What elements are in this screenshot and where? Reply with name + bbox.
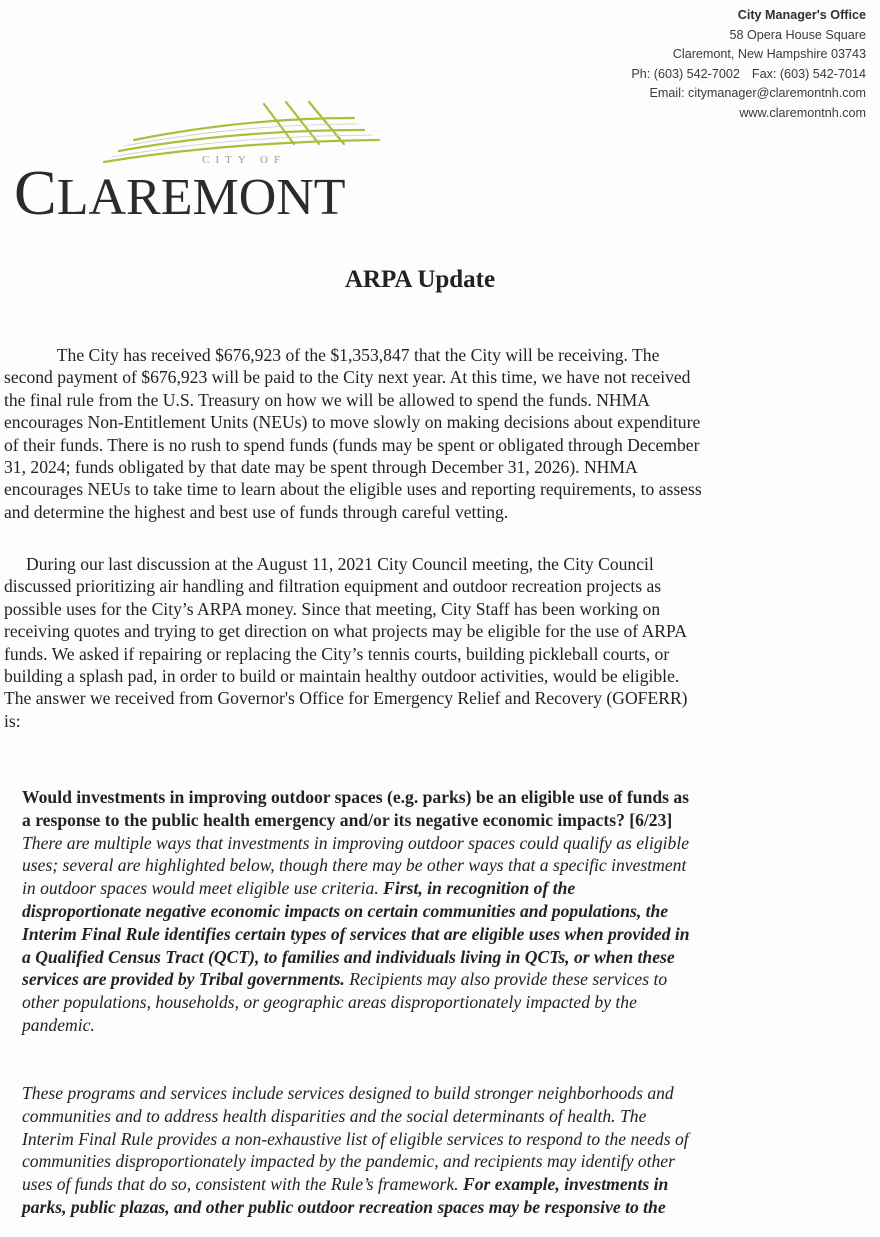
text-line: of their funds. There is no rush to spend funds (funds may be spent or obligated through December [4, 434, 700, 455]
office-name: City Manager's Office [737, 8, 866, 22]
quote-emphasis-segment: services are provided by Tribal governments. [22, 969, 345, 990]
text-line: building a splash pad, in order to build or maintain healthy outdoor activities, would be eligible. [4, 666, 680, 687]
quote-text-line: These programs and services include services designed to build stronger neighborhoods and [22, 1083, 674, 1103]
logo-wordmark-rest: LAREMONT [56, 169, 346, 226]
quote-emphasis-segment: First, in recognition of the [383, 878, 576, 899]
address-line-1: 58 Opera House Square [729, 27, 866, 42]
text-line: 31, 2024; funds obligated by that date may be spent through December 31, 2026). NHMA [4, 457, 638, 478]
quote-text-line: other populations, households, or geographic areas disproportionately impacted by the [22, 992, 637, 1013]
text-line: possible uses for the City’s ARPA money. Since that meeting, City Staff has been working on [4, 598, 661, 619]
text-line: During our last discussion at the August 11, 2021 City Council meeting, the City Council [4, 554, 654, 574]
quote-text-line: Interim Final Rule provides a non-exhaustive list of eligible services to respond to the needs of [22, 1128, 689, 1149]
text-line: the final rule from the U.S. Treasury on how we will be allowed to spend the funds. NHMA [4, 389, 650, 410]
address-line-2: Claremont, New Hampshire 03743 [672, 47, 866, 61]
quote-emphasis-segment: For example, investments in [462, 1174, 669, 1195]
website-url: www.claremontnh.com [739, 105, 866, 120]
logo-city-of: CITY OF [202, 154, 287, 166]
quote-text-line [22, 968, 872, 991]
text-line: encourages NEUs to take time to learn about the eligible uses and reporting requirements, to assess [4, 479, 702, 500]
city-logo [14, 96, 414, 228]
quote-emphasis-line: a Qualified Census Tract (QCT), to families and individuals living in QCTs, or when these [22, 946, 675, 967]
text-line: is: [4, 710, 21, 731]
quote-emphasis-line: parks, public plazas, and other public outdoor recreation spaces may be responsive to the [22, 1196, 666, 1217]
quote-text-line: There are multiple ways that investments in improving outdoor spaces could qualify as eligible [22, 832, 690, 853]
quote-text-segment: uses of funds that do so, consistent with the Rule’s framework. [22, 1174, 463, 1195]
quote-text-line [22, 877, 872, 900]
quote-question-line: a response to the public health emergency and/or its negative economic impacts? [6/23] [22, 809, 673, 830]
quote-text-segment: in outdoor spaces would meet eligible use criteria. [22, 878, 384, 899]
quote-text-line: uses; several are highlighted below, though there may be other ways that a specific investment [22, 855, 687, 876]
goferr-answer-quote [22, 786, 872, 1037]
text-line: funds. We asked if repairing or replacing the City’s tennis courts, building pickleball courts, or [4, 643, 670, 664]
quote-text-line [22, 1173, 872, 1196]
fax-number: Fax: (603) 542-7014 [751, 66, 866, 81]
quote-emphasis-line: disproportionate negative economic impacts on certain communities and populations, the [22, 900, 669, 921]
paragraph-council-discussion [4, 553, 874, 732]
phone-fax-line [631, 65, 866, 85]
text-line: receiving quotes and trying to get direction on what projects may be eligible for the use of ARPA [4, 621, 687, 642]
quote-text-line: pandemic. [22, 1014, 95, 1035]
quote-text-line: communities and to address health disparities and the social determinants of health. The [22, 1105, 647, 1126]
text-line: and determine the highest and best use of funds through careful vetting. [4, 501, 509, 522]
letterhead-contact [631, 6, 866, 123]
logo-wordmark-initial: C [14, 157, 57, 228]
text-line: encourages Non-Entitlement Units (NEUs) to move slowly on making decisions about expenditure [4, 412, 701, 433]
quote-question-line: Would investments in improving outdoor spaces (e.g. parks) be an eligible use of funds as [22, 787, 690, 807]
text-line: discussed prioritizing air handling and filtration equipment and outdoor recreation projects as [4, 576, 662, 597]
phone-number: Ph: (603) 542-7002 [631, 66, 740, 81]
email-address: Email: citymanager@claremontnh.com [649, 86, 866, 100]
quote-text-line: communities disproportionately impacted by the pandemic, and recipients may identify other [22, 1151, 675, 1172]
text-line: second payment of $676,923 will be paid to the City next year. At this time, we have not received [4, 367, 691, 388]
paragraph-funding-status [4, 344, 874, 523]
text-line: The answer we received from Governor's Office for Emergency Relief and Recovery (GOFERR) [4, 688, 688, 709]
goferr-answer-quote-continued [22, 1082, 872, 1219]
quote-emphasis-line: Interim Final Rule identifies certain types of services that are eligible uses when provided in [22, 923, 690, 944]
document-title: ARPA Update [344, 266, 496, 293]
text-line: The City has received $676,923 of the $1,353,847 that the City will be receiving. The [4, 345, 660, 365]
quote-text-segment: Recipients may also provide these services to [344, 969, 668, 990]
